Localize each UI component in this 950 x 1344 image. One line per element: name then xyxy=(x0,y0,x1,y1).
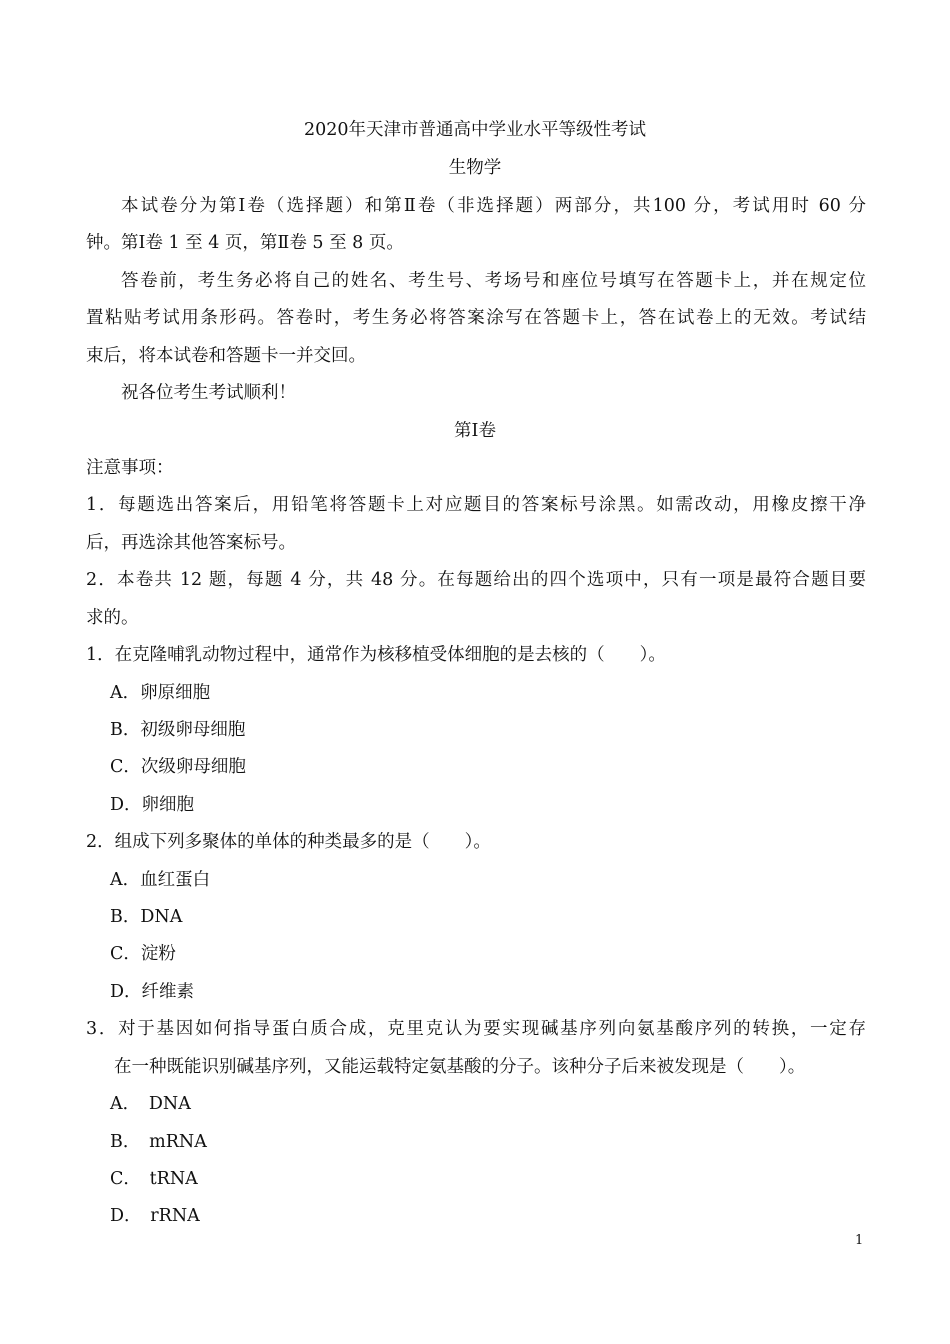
question-3-option-b: B． mRNA xyxy=(110,1132,207,1152)
exam-title: 2020年天津市普通高中学业水平等级性考试 xyxy=(303,120,647,140)
question-1-option-b: B．初级卵母细胞 xyxy=(110,720,246,740)
intro-paragraph-2-line-1: 答卷前，考生务必将自己的姓名、考生号、考场号和座位号填写在答题卡上，并在规定位 xyxy=(121,271,866,291)
question-1-option-c: C．次级卵母细胞 xyxy=(110,757,246,777)
question-1-option-d: D．卵细胞 xyxy=(110,795,195,815)
question-1-stem: 1．在克隆哺乳动物过程中，通常作为核移植受体细胞的是去核的（ ）。 xyxy=(86,645,666,665)
wish-text: 祝各位考生考试顺利！ xyxy=(121,383,296,403)
question-2-option-c: C．淀粉 xyxy=(110,944,176,964)
question-3-option-c: C． tRNA xyxy=(110,1169,198,1189)
question-2-stem: 2．组成下列多聚体的单体的种类最多的是（ ）。 xyxy=(86,832,491,852)
question-2-option-b: B．DNA xyxy=(110,907,183,927)
question-3-stem-line-2: 在一种既能识别碱基序列，又能运载特定氨基酸的分子。该种分子后来被发现是（ ）。 xyxy=(114,1057,806,1077)
section-title: 第Ⅰ卷 xyxy=(454,421,496,441)
note-1-line-1: 1．每题选出答案后，用铅笔将答题卡上对应题目的答案标号涂黑。如需改动，用橡皮擦干净 xyxy=(86,495,866,515)
notes-title: 注意事项： xyxy=(86,458,174,478)
intro-paragraph-1-line-2: 钟。第Ⅰ卷 1 至 4 页，第Ⅱ卷 5 至 8 页。 xyxy=(86,233,404,253)
intro-paragraph-1-line-1: 本试卷分为第Ⅰ卷（选择题）和第Ⅱ卷（非选择题）两部分，共100 分，考试用时 60 分 xyxy=(121,196,866,216)
note-2-line-1: 2．本卷共 12 题，每题 4 分，共 48 分。在每题给出的四个选项中，只有一项是最符合题目要 xyxy=(86,570,866,590)
page-number: 1 xyxy=(855,1233,864,1248)
question-2-option-d: D．纤维素 xyxy=(110,982,195,1002)
question-3-stem-line-1: 3．对于基因如何指导蛋白质合成，克里克认为要实现碱基序列向氨基酸序列的转换，一定存 xyxy=(86,1019,866,1039)
subject-title: 生物学 xyxy=(448,158,502,178)
question-1-option-a: A．卵原细胞 xyxy=(110,683,211,703)
note-1-line-2: 后，再选涂其他答案标号。 xyxy=(86,533,296,553)
question-2-option-a: A．血红蛋白 xyxy=(110,870,211,890)
intro-paragraph-2-line-3: 束后，将本试卷和答题卡一并交回。 xyxy=(86,346,366,366)
question-3-option-d: D． rRNA xyxy=(110,1206,200,1226)
note-2-line-2: 求的。 xyxy=(86,608,139,628)
question-3-option-a: A． DNA xyxy=(110,1094,191,1114)
intro-paragraph-2-line-2: 置粘贴考试用条形码。答卷时，考生务必将答案涂写在答题卡上，答在试卷上的无效。考试结 xyxy=(86,308,866,328)
